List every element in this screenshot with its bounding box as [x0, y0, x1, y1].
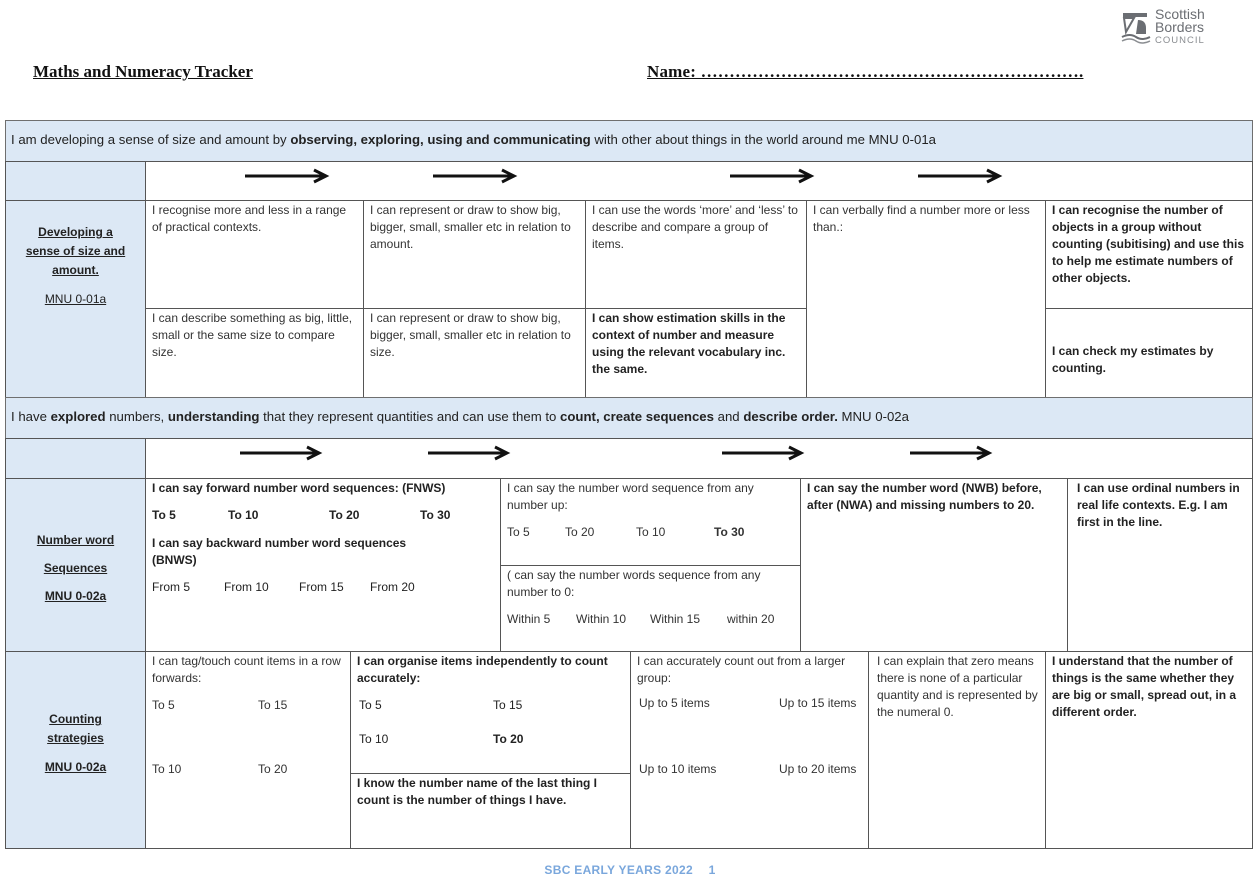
right-arrow-icon: [245, 170, 326, 182]
option-checkpoint[interactable]: To 30: [714, 525, 745, 539]
page-title: Maths and Numeracy Tracker: [33, 62, 253, 81]
outcome-bold-text: explored: [50, 409, 106, 424]
criterion-cell[interactable]: I can represent or draw to show big, bigger, small, smaller etc in relation to amount.: [363, 200, 586, 309]
any-down-title: ( can say the number words sequence from any number to 0:: [507, 568, 761, 599]
criterion-cell-key[interactable]: I know the number name of the last thing I count is the number of things I have.: [350, 773, 631, 849]
any-up-title: I can say the number word sequence from any number up:: [507, 481, 754, 512]
criterion-cell-key[interactable]: I can show estimation skills in the context of number and measure using the relevant vocabulary inc. the same.: [585, 308, 807, 398]
outcome-bold-text: observing, exploring, using and communicating: [290, 132, 591, 147]
count-out-title: I can accurately count out from a larger group:: [637, 654, 846, 685]
outcome-bold-text: count, create sequences: [560, 409, 714, 424]
strand-title: strategies: [47, 731, 104, 745]
fnws-title: I can say forward number word sequences: (FNWS): [152, 481, 446, 495]
strand-code: MNU 0-02a: [44, 589, 107, 603]
strand-title: amount.: [52, 263, 99, 277]
option-checkpoint[interactable]: From 10: [224, 580, 269, 594]
criterion-cell[interactable]: I recognise more and less in a range of practical contexts.: [145, 200, 364, 309]
option-checkpoint[interactable]: To 15: [493, 698, 523, 712]
logo-line-3: COUNCIL: [1155, 35, 1205, 46]
option-checkpoint[interactable]: To 5: [359, 698, 382, 712]
option-checkpoint[interactable]: Up to 15 items: [779, 696, 857, 710]
right-arrow-icon: [722, 447, 801, 459]
option-checkpoint[interactable]: To 20: [329, 508, 360, 522]
option-checkpoint[interactable]: within 20: [727, 612, 775, 626]
right-arrow-icon: [240, 447, 319, 459]
option-checkpoint[interactable]: From 15: [299, 580, 344, 594]
criterion-cell-key[interactable]: I can use ordinal numbers in real life contexts. E.g. I am first in the line.: [1067, 478, 1253, 652]
strand-title: sense of size and: [25, 244, 126, 258]
criterion-cell[interactable]: I can represent or draw to show big, bigger, small, smaller etc in relation to size.: [363, 308, 586, 398]
right-arrow-icon: [730, 170, 811, 182]
outcome-text: MNU 0-02a: [837, 409, 909, 424]
logo-line-2: Borders: [1155, 19, 1205, 35]
right-arrow-icon: [910, 447, 989, 459]
outcome-bold-text: understanding: [167, 409, 260, 424]
option-checkpoint[interactable]: To 10: [359, 732, 389, 746]
criterion-cell[interactable]: I can use the words ‘more’ and ‘less’ to describe and compare a group of items.: [585, 200, 807, 309]
organise-title: I can organise items independently to count accurately:: [357, 654, 608, 685]
strand-title: Developing a: [38, 225, 113, 239]
option-checkpoint[interactable]: Up to 10 items: [639, 762, 717, 776]
logo-line-1: Scottish: [1155, 6, 1205, 22]
option-checkpoint[interactable]: From 5: [152, 580, 191, 594]
outcome-text: and: [713, 409, 744, 424]
page-footer: [0, 863, 1260, 877]
criterion-cell[interactable]: I can explain that zero means there is none of a particular quantity and is represented by the numeral 0.: [868, 651, 1046, 849]
strand-title: Counting: [49, 712, 102, 726]
option-checkpoint[interactable]: To 30: [420, 508, 451, 522]
outcome-text: that they represent quantities and can use them to: [259, 409, 561, 424]
outcome-text: I have: [11, 409, 51, 424]
criterion-cell[interactable]: I can describe something as big, little, small or the same size to compare size.: [145, 308, 364, 398]
option-checkpoint[interactable]: To 15: [258, 698, 288, 712]
strand-title: Number word: [36, 533, 115, 547]
outcome-text: with other about things in the world around me MNU 0-01a: [590, 132, 936, 147]
outcome-text: numbers,: [105, 409, 168, 424]
name-field[interactable]: Name: ………………………………………………………….: [647, 62, 1084, 81]
bnws-title: I can say backward number word sequences (BNWS): [152, 536, 407, 567]
option-checkpoint[interactable]: To 20: [258, 762, 288, 776]
option-checkpoint[interactable]: Up to 20 items: [779, 762, 857, 776]
option-checkpoint[interactable]: To 20: [493, 732, 524, 746]
option-checkpoint[interactable]: Within 5: [507, 612, 551, 626]
option-checkpoint[interactable]: To 10: [152, 762, 182, 776]
option-checkpoint[interactable]: To 5: [152, 508, 176, 522]
right-arrow-icon: [428, 447, 507, 459]
strand-title: Sequences: [43, 561, 108, 575]
strand-code: MNU 0-02a: [44, 760, 107, 774]
footer-text: SBC EARLY YEARS 2022: [544, 863, 693, 877]
option-checkpoint[interactable]: To 10: [228, 508, 259, 522]
outcome-text: I am developing a sense of size and amount by: [11, 132, 291, 147]
strand-code: MNU 0-01a: [44, 292, 107, 306]
criterion-cell-key[interactable]: I can recognise the number of objects in a group without counting (subitising) and use this to help me estimate numbers of other objects.: [1045, 200, 1253, 309]
option-checkpoint[interactable]: To 20: [565, 525, 595, 539]
option-checkpoint[interactable]: To 10: [636, 525, 666, 539]
option-checkpoint[interactable]: From 20: [370, 580, 415, 594]
option-checkpoint[interactable]: Up to 5 items: [639, 696, 710, 710]
right-arrow-icon: [918, 170, 999, 182]
criterion-cell-key[interactable]: I can check my estimates by counting.: [1045, 308, 1253, 398]
option-checkpoint[interactable]: Within 10: [576, 612, 627, 626]
outcome-bold-text: describe order.: [743, 409, 838, 424]
criterion-cell-key[interactable]: I understand that the number of things is the same whether they are big or small, spread out, in a different order.: [1045, 651, 1253, 849]
criterion-cell[interactable]: I can verbally find a number more or less than.:: [806, 200, 1046, 398]
tag-title: I can tag/touch count items in a row forwards:: [152, 654, 341, 685]
criterion-cell-key[interactable]: I can say the number word (NWB) before, after (NWA) and missing numbers to 20.: [800, 478, 1068, 652]
option-checkpoint[interactable]: To 5: [152, 698, 175, 712]
option-checkpoint[interactable]: To 5: [507, 525, 530, 539]
option-checkpoint[interactable]: Within 15: [650, 612, 701, 626]
page-number: 1: [708, 863, 716, 877]
right-arrow-icon: [433, 170, 514, 182]
